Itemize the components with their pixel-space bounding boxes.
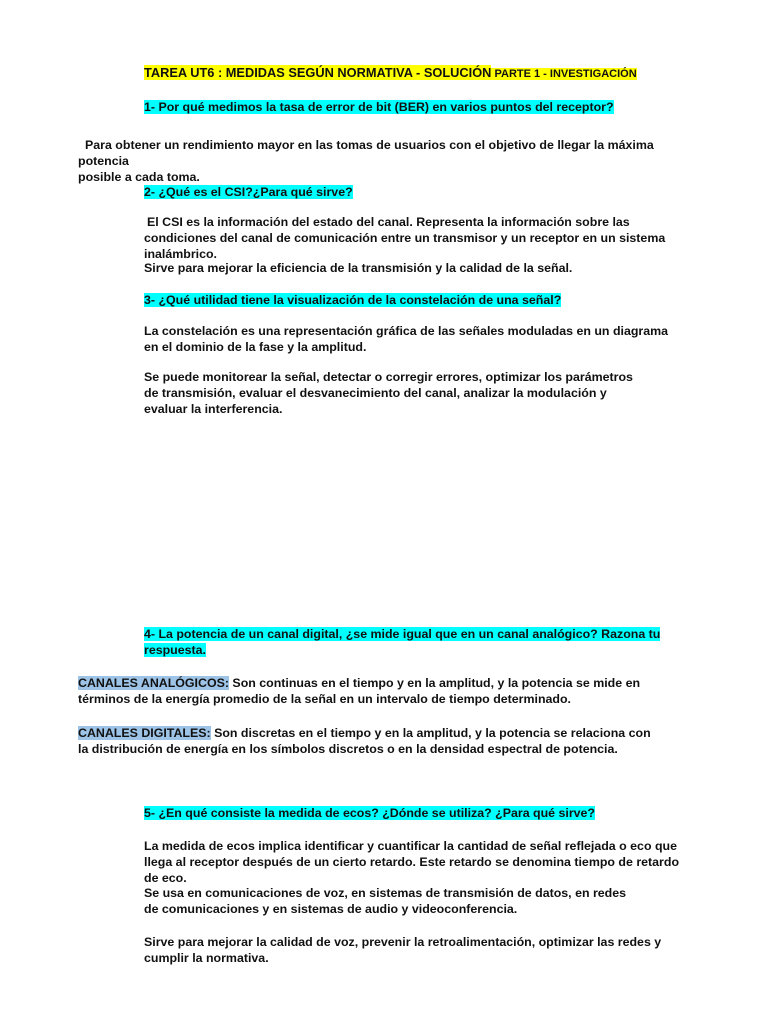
question-1-text: 1- Por qué medimos la tasa de error de bit (BER) en varios puntos del receptor? [144,100,614,114]
answer-5-paragraph-1 [144,838,689,886]
question-5-text: 5- ¿En qué consiste la medida de ecos? ¿Dónde se utiliza? ¿Para qué sirve? [144,806,595,820]
answer-1-line-1: Para obtener un rendimiento mayor en las tomas de usuarios con el objetivo de llegar la máxima potencia [78,138,654,168]
answer-3-text-2: Se puede monitorear la señal, detectar o corregir errores, optimizar los parámetros de transmisión, evaluar el desvanecimiento del canal, analizar la modulación y evaluar la interferencia. [144,370,633,416]
question-3-text: 3- ¿Qué utilidad tiene la visualización de la constelación de una señal? [144,293,562,307]
answer-5-text-1: La medida de ecos implica identificar y cuantificar la cantidad de señal reflejada o eco que llega al receptor después de un cierto retardo. Este retardo se denomina tiempo de retardo de eco. [144,839,680,885]
analog-channels-text: Son continuas en el tiempo y en la amplitud, y la potencia se mide en términos de la energía promedio de la señal en un intervalo de tiempo determinado. [78,676,641,706]
question-3 [144,292,561,308]
digital-channels-paragraph [78,725,653,757]
question-4-line-1: 4- La potencia de un canal digital, ¿se mide igual que en un canal analógico? Razona tu [144,627,661,641]
answer-2-paragraph-1 [144,214,689,262]
answer-1 [78,137,698,185]
answer-2-text-2: Sirve para mejorar la eficiencia de la transmisión y la calidad de la señal. [144,261,573,275]
answer-2-paragraph-2 [144,260,689,276]
question-4-line-2: respuesta. [144,643,206,657]
digital-channels-label: CANALES DIGITALES: [78,726,211,740]
analog-channels-label: CANALES ANALÓGICOS: [78,676,229,690]
answer-3-paragraph-2 [144,369,639,417]
answer-5-text-3: Sirve para mejorar la calidad de voz, prevenir la retroalimentación, optimizar las redes y cumplir la normativa. [144,935,662,965]
question-2 [144,184,353,200]
question-5 [144,805,595,821]
question-4 [144,626,664,658]
answer-3-text-1: La constelación es una representación gráfica de las señales moduladas en un diagrama en el dominio de la fase y la amplitud. [144,324,669,354]
answer-2-text-1: El CSI es la información del estado del canal. Representa la información sobre las condiciones del canal de comunicación entre un transmisor y un receptor en un sistema inalámbrico. [144,215,666,261]
answer-5-paragraph-3 [144,934,694,966]
question-1 [144,99,614,115]
title-main: TAREA UT6 : MEDIDAS SEGÚN NORMATIVA - SOLUCIÓN [144,65,492,80]
answer-5-paragraph-2 [144,885,634,917]
digital-channels-text: Son discretas en el tiempo y en la amplitud, y la potencia se relaciona con la distribución de energía en los símbolos discretos o en la densidad espectral de potencia. [78,726,651,756]
document-title [144,65,637,82]
answer-1-line-2: posible a cada toma. [78,170,200,184]
analog-channels-paragraph [78,675,693,707]
answer-3-paragraph-1 [144,323,684,355]
title-sub: PARTE 1 - INVESTIGACIÓN [494,68,637,80]
question-2-text: 2- ¿Qué es el CSI?¿Para qué sirve? [144,185,353,199]
answer-5-text-2: Se usa en comunicaciones de voz, en sistemas de transmisión de datos, en redes de comunicaciones y en sistemas de audio y videoconferencia. [144,886,627,916]
